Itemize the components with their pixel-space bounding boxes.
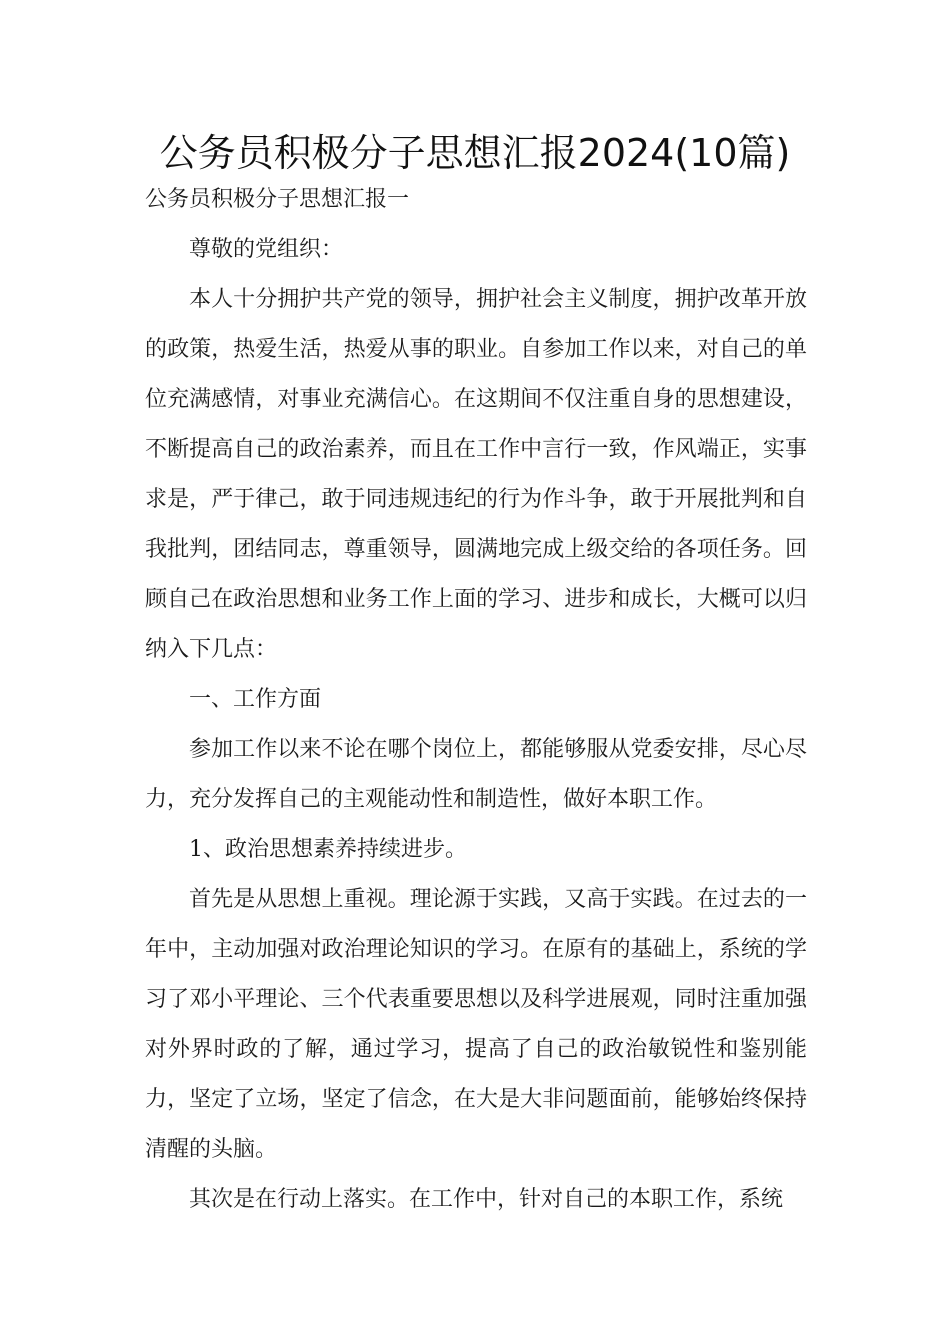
body-paragraph: 本人十分拥护共产党的领导，拥护社会主义制度，拥护改革开放的政策，热爱生活，热爱从事的职业。自参加工作以来，对自己的单位充满感情，对事业充满信心。在这期间不仅注重自身的思想建设，不断提高自己的政治素养，而且在工作中言行一致，作风端正，实事求是，严于律己，敢于同违规违纪的行为作斗争，敢于开展批判和自我批判，团结同志，尊重领导，圆满地完成上级交给的各项任务。回顾自己在政治思想和业务工作上面的学习、进步和成长，大概可以归纳入下几点： xyxy=(145,287,807,662)
subheading-political: 1、政治思想素养持续进步。 xyxy=(189,837,467,862)
body-paragraph: 其次是在行动上落实。在工作中，针对自己的本职工作，系统 xyxy=(189,1187,784,1212)
salutation: 尊敬的党组织： xyxy=(189,237,344,262)
document-title: 公务员积极分子思想汇报2024(10篇) xyxy=(159,131,791,175)
body-paragraph: 首先是从思想上重视。理论源于实践，又高于实践。在过去的一年中，主动加强对政治理论知识的学习。在原有的基础上，系统的学习了邓小平理论、三个代表重要思想以及科学进展观，同时注重加强对外界时政的了解，通过学习，提高了自己的政治敏锐性和鉴别能力，坚定了立场，坚定了信念，在大是大非问题面前，能够始终保持清醒的头脑。 xyxy=(145,887,807,1162)
body-paragraph: 参加工作以来不论在哪个岗位上，都能够服从党委安排，尽心尽力，充分发挥自己的主观能动性和制造性，做好本职工作。 xyxy=(145,737,807,812)
subheading-work: 一、工作方面 xyxy=(189,687,322,712)
document-body xyxy=(145,175,807,1225)
section-heading: 公务员积极分子思想汇报一 xyxy=(145,187,410,212)
